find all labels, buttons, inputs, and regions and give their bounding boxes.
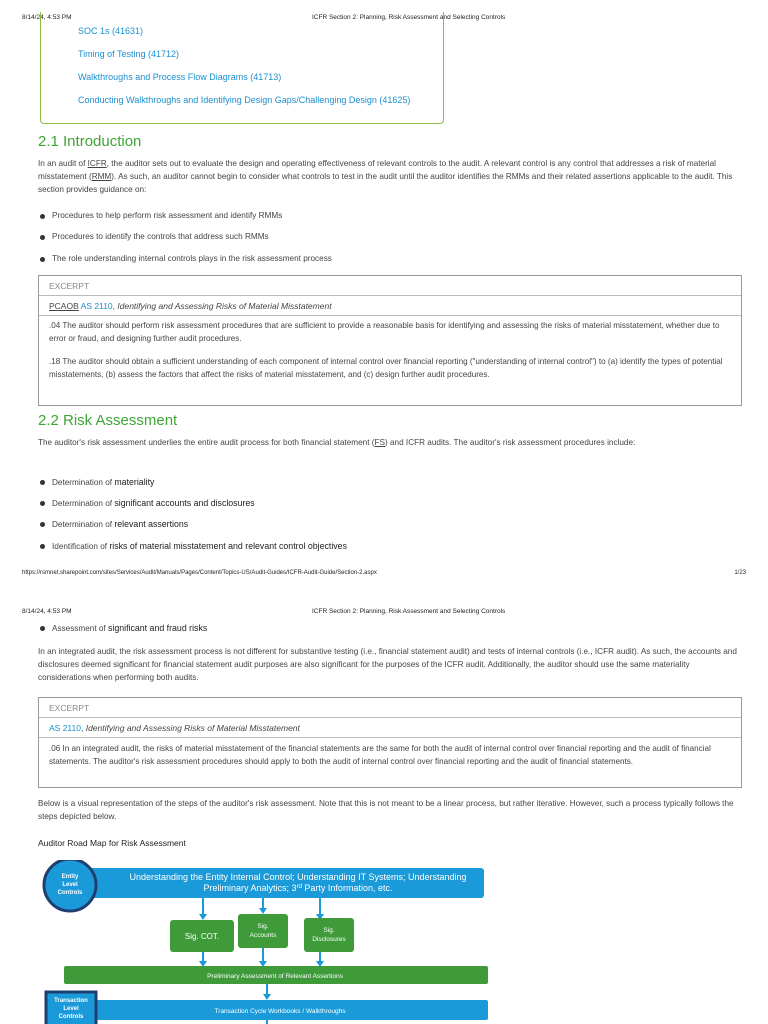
list-item: Identification of risks of material misstatement and relevant control objectives <box>52 541 347 551</box>
excerpt-paragraph-06: .06 In an integrated audit, the risks of material misstatement of the financial statements are the same for both the audit of internal control over financial reporting and the audit of financial statements. The auditor's risk assessment procedures should apply to both the audit of internal control over financial reporting and the audit of financial statements. <box>49 744 711 766</box>
abbr-fs[interactable]: FS <box>374 438 385 447</box>
roadmap-svg <box>40 860 490 1024</box>
understanding-text-line2: Preliminary Analytics; 3rd Party Information, etc. <box>203 883 393 893</box>
header-date: 8/14/24, 4:53 PM <box>22 608 72 615</box>
page2-header <box>22 608 746 618</box>
section-heading-introduction: 2.1 Introduction <box>38 133 142 150</box>
list-item: The role understanding internal controls plays in the risk assessment process <box>52 254 332 263</box>
excerpt-paragraph-18: .18 The auditor should obtain a sufficient understanding of each component of internal control over financial reporting ("understanding of internal control") to (a) identify the types of potential misstatements, (b) assess the factors that affect the risks of material misstatement, and (c) design further audit procedures. <box>49 357 723 379</box>
excerpt-reference: AS 2110, Identifying and Assessing Risks of Material Misstatement <box>39 718 741 738</box>
section-heading-risk-assessment: 2.2 Risk Assessment <box>38 412 178 429</box>
excerpt-label: EXCERPT <box>39 276 741 296</box>
transaction-label-line: Transaction <box>54 998 88 1004</box>
abbr-rmm[interactable]: RMM <box>91 172 112 181</box>
link-rmm-objectives[interactable]: risks of material misstatement and relevant control objectives <box>109 541 347 551</box>
risk-paragraph: The auditor's risk assessment underlies the entire audit process for both financial statement (FS) and ICFR audits. The auditor's risk assessment procedures include: <box>38 438 636 447</box>
transaction-workbooks-label: Transaction Cycle Workbooks / Walkthroughs <box>214 1008 346 1015</box>
header-date: 8/14/24, 4:53 PM <box>22 14 72 21</box>
excerpt-box-as2110 <box>38 275 742 406</box>
arrow-head <box>199 914 207 920</box>
entity-label-line: Controls <box>57 890 83 896</box>
excerpt-paragraph-04: .04 The auditor should perform risk assessment procedures that are sufficient to provide a reasonable basis for identifying and assessing the risks of material misstatement, whether due to error or fraud, and designing further audit procedures. <box>49 321 720 343</box>
sig-disclosures-label: Disclosures <box>312 936 346 943</box>
arrow-head <box>263 994 271 1000</box>
link-significant-fraud-risks[interactable]: significant and fraud risks <box>107 623 208 633</box>
roadmap-title: Auditor Road Map for Risk Assessment <box>38 838 186 848</box>
toc-link-walkthroughs[interactable]: Walkthroughs and Process Flow Diagrams (41713) <box>78 72 282 82</box>
link-relevant-assertions[interactable]: relevant assertions <box>114 519 189 529</box>
list-item: Assessment of significant and fraud risks <box>52 623 208 633</box>
toc-link-soc1[interactable]: SOC 1s (41631) <box>78 26 144 36</box>
page1-footer <box>22 570 746 580</box>
sig-accounts-label: Accounts <box>249 932 277 939</box>
transaction-label-line: Controls <box>58 1014 84 1020</box>
list-item: Determination of relevant assertions <box>52 519 189 529</box>
sig-disclosures-box <box>304 918 354 952</box>
sig-cot-label: Sig. COT. <box>184 932 220 941</box>
sig-accounts-label: Sig. <box>257 923 269 930</box>
entity-label-line: Level <box>62 882 78 888</box>
excerpt-label: EXCERPT <box>39 698 741 718</box>
understanding-text-line1: Understanding the Entity Internal Control; Understanding IT Systems; Understanding <box>129 872 467 882</box>
intro-paragraph: In an audit of ICFR, the auditor sets out to evaluate the design and operating effectiveness of relevant controls to the audit. A relevant control is any control that addresses a risk of material misstatement (RMM). As such, an auditor cannot begin to consider what controls to test in the audit until the auditor identifies the RMMs and their related assertions applicable to the audit. This section provides guidance on: <box>38 159 733 194</box>
footer-page-number: 1/23 <box>734 570 746 576</box>
sig-accounts-box <box>238 914 288 948</box>
toc-link-timing[interactable]: Timing of Testing (41712) <box>78 49 180 59</box>
footer-url: https://rsmnet.sharepoint.com/sites/Services/Audit/Manuals/Pages/Content/Topics-US/Audit-Guides/ICFR-Audit-Guide/Section-2.aspx <box>22 570 377 576</box>
abbr-pcaob[interactable]: PCAOB <box>49 301 79 311</box>
excerpt-reference: PCAOB AS 2110, Identifying and Assessing Risks of Material Misstatement <box>39 296 741 316</box>
abbr-icfr[interactable]: ICFR <box>87 159 107 168</box>
transaction-label-line: Level <box>63 1006 79 1012</box>
integrated-audit-paragraph: In an integrated audit, the risk assessment process is not different for substantive testing (i.e., financial statement audit) and tests of internal controls (i.e., ICFR audit). As such, the accounts and disclosures deemed significant for financial statement audit purposes are also significant for the purposes of the ICFR audit. Additionally, the auditor should use the same materiality considerations when performing both audits. <box>38 647 737 682</box>
header-title: ICFR Section 2: Planning, Risk Assessment and Selecting Controls <box>312 608 506 615</box>
arrow-head <box>259 908 267 914</box>
list-item: Determination of significant accounts and disclosures <box>52 498 255 508</box>
visual-intro-paragraph: Below is a visual representation of the steps of the auditor's risk assessment. Note that this is not meant to be a linear process, but rather iterative. However, such a process typically follows the steps depicted below. <box>38 799 734 821</box>
link-significant-accounts[interactable]: significant accounts and disclosures <box>114 498 255 508</box>
list-item: Determination of materiality <box>52 477 155 487</box>
as2110-link[interactable]: AS 2110 <box>80 301 113 311</box>
excerpt-box-as2110-06 <box>38 697 742 788</box>
list-item: Procedures to help perform risk assessment and identify RMMs <box>52 211 283 220</box>
risk-assessment-roadmap-diagram <box>40 860 490 1024</box>
as2110-link[interactable]: AS 2110 <box>49 723 81 733</box>
header-title: ICFR Section 2: Planning, Risk Assessment and Selecting Controls <box>312 14 506 21</box>
entity-label-line: Entity <box>61 874 79 880</box>
link-materiality[interactable]: materiality <box>114 477 155 487</box>
related-links-box <box>40 12 444 124</box>
preliminary-assessment-label: Preliminary Assessment of Relevant Assertions <box>207 973 343 980</box>
sig-disclosures-label: Sig. <box>323 927 335 934</box>
list-item: Procedures to identify the controls that address such RMMs <box>52 232 269 241</box>
toc-link-design-gaps[interactable]: Conducting Walkthroughs and Identifying Design Gaps/Challenging Design (41625) <box>78 95 411 105</box>
